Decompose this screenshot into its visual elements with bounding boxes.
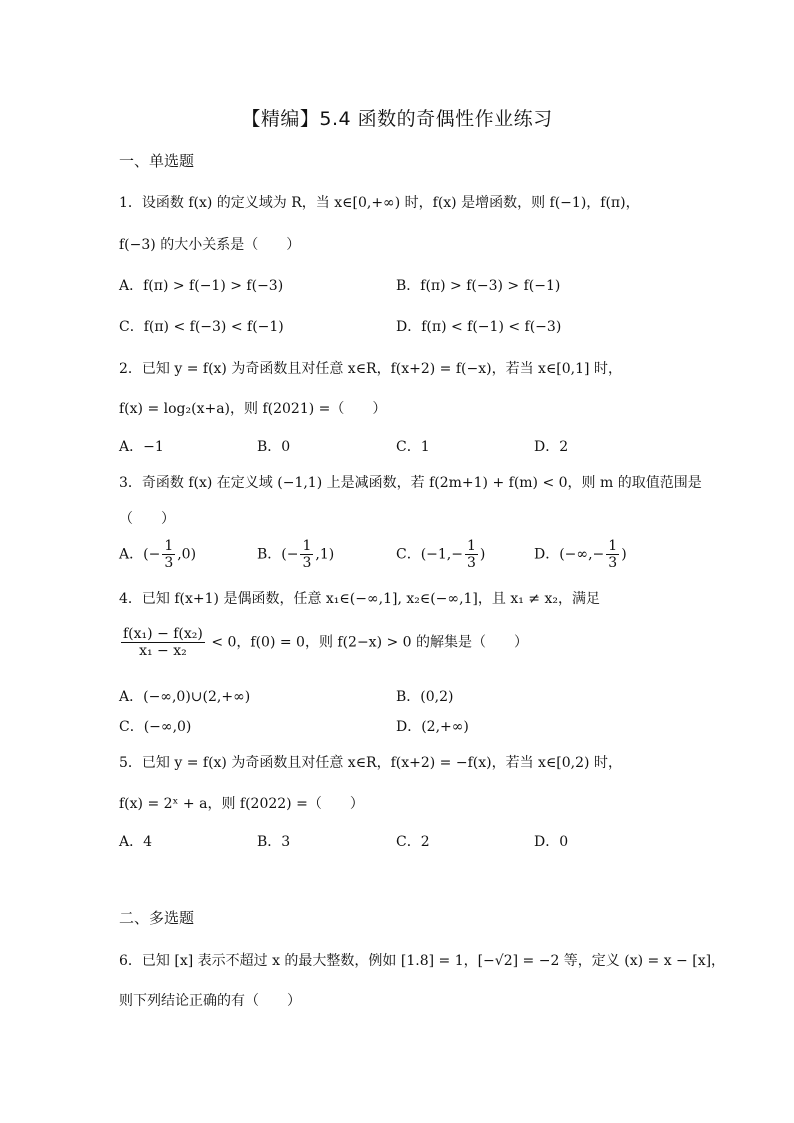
question-2-option-a: A．−1 bbox=[119, 439, 164, 455]
question-1-option-b: B．f(π) > f(−3) > f(−1) bbox=[396, 278, 561, 294]
question-1-option-d: D．f(π) < f(−1) < f(−3) bbox=[396, 319, 562, 335]
question-2-stem: 2．已知 y = f(x) 为奇函数且对任意 x∈R，f(x+2) = f(−x)，若当 x∈[0,1] 时， bbox=[119, 361, 622, 377]
question-4-option-d: D．(2,+∞) bbox=[396, 719, 469, 735]
question-2-stem-cont: f(x) = log₂(x+a)，则 f(2021) =（ ） bbox=[119, 401, 387, 417]
question-5-option-b: B．3 bbox=[257, 834, 291, 850]
question-4-option-c: C．(−∞,0) bbox=[119, 719, 192, 735]
question-4-stem-cont: $\frac{\text{f(x₁) − f(x₂)}}{\text{x₁ − x₂}}$ < 0，f(0) = 0，则 f(2−x) > 0 的解集是（ ） bbox=[123, 626, 529, 659]
fraction: $\frac{\text{f(x₁) − f(x₂)}}{\text{x₁ − x₂}}$ bbox=[123, 626, 203, 659]
question-5-stem: 5．已知 y = f(x) 为奇函数且对任意 x∈R，f(x+2) = −f(x)，若当 x∈[0,2) 时， bbox=[119, 755, 622, 771]
question-3-option-c: C．(−1,− $\frac{1}{3}$ ) bbox=[396, 538, 486, 571]
question-5-stem-cont: f(x) = 2ˣ + a，则 f(2022) =（ ） bbox=[119, 796, 364, 812]
question-1-stem: 1．设函数 f(x) 的定义域为 R，当 x∈[0,+∞) 时，f(x) 是增函数，则 f(−1)，f(π)， bbox=[119, 195, 640, 211]
question-5-option-a: A．4 bbox=[119, 834, 153, 850]
question-2-option-d: D．2 bbox=[534, 439, 569, 455]
section-heading-multiple-choice: 二、多选题 bbox=[119, 909, 195, 927]
question-1-option-a: A．f(π) > f(−1) > f(−3) bbox=[119, 278, 284, 294]
question-5-option-d: D．0 bbox=[534, 834, 569, 850]
question-5-option-c: C．2 bbox=[396, 834, 430, 850]
question-6-stem-cont: 则下列结论正确的有（ ） bbox=[119, 993, 301, 1009]
question-6-stem: 6．已知 [x] 表示不超过 x 的最大整数，例如 [1.8] = 1，[−√2] = −2 等，定义 (x) = x − [x]， bbox=[119, 953, 726, 969]
fraction: $\frac{1}{3}$ bbox=[164, 538, 174, 571]
question-1-stem-cont: f(−3) 的大小关系是（ ） bbox=[119, 237, 301, 253]
question-3-option-d: D．(−∞,− $\frac{1}{3}$ ) bbox=[534, 538, 627, 571]
question-3-stem: 3．奇函数 f(x) 在定义域 (−1,1) 上是减函数，若 f(2m+1) + f(m) < 0，则 m 的取值范围是 bbox=[119, 475, 702, 491]
fraction: $\frac{1}{3}$ bbox=[608, 538, 618, 571]
fraction: $\frac{1}{3}$ bbox=[302, 538, 312, 571]
question-4-option-a: A．(−∞,0)∪(2,+∞) bbox=[119, 689, 251, 705]
question-3-stem-cont: （ ） bbox=[119, 511, 175, 527]
question-4-option-b: B．(0,2) bbox=[396, 689, 454, 705]
question-3-option-a: A．(− $\frac{1}{3}$ ,0) bbox=[119, 538, 197, 571]
page-title: 【精编】5.4 函数的奇偶性作业练习 bbox=[241, 108, 553, 130]
question-2-option-b: B．0 bbox=[257, 439, 291, 455]
question-3-option-b: B．(− $\frac{1}{3}$ ,1) bbox=[257, 538, 335, 571]
question-1-option-c: C．f(π) < f(−3) < f(−1) bbox=[119, 319, 284, 335]
fraction: $\frac{1}{3}$ bbox=[467, 538, 476, 571]
question-4-stem: 4．已知 f(x+1) 是偶函数，任意 x₁∈(−∞,1], x₂∈(−∞,1]，且 x₁ ≠ x₂，满足 bbox=[119, 591, 600, 607]
question-2-option-c: C．1 bbox=[396, 439, 430, 455]
section-heading-single-choice: 一、单选题 bbox=[119, 152, 195, 170]
